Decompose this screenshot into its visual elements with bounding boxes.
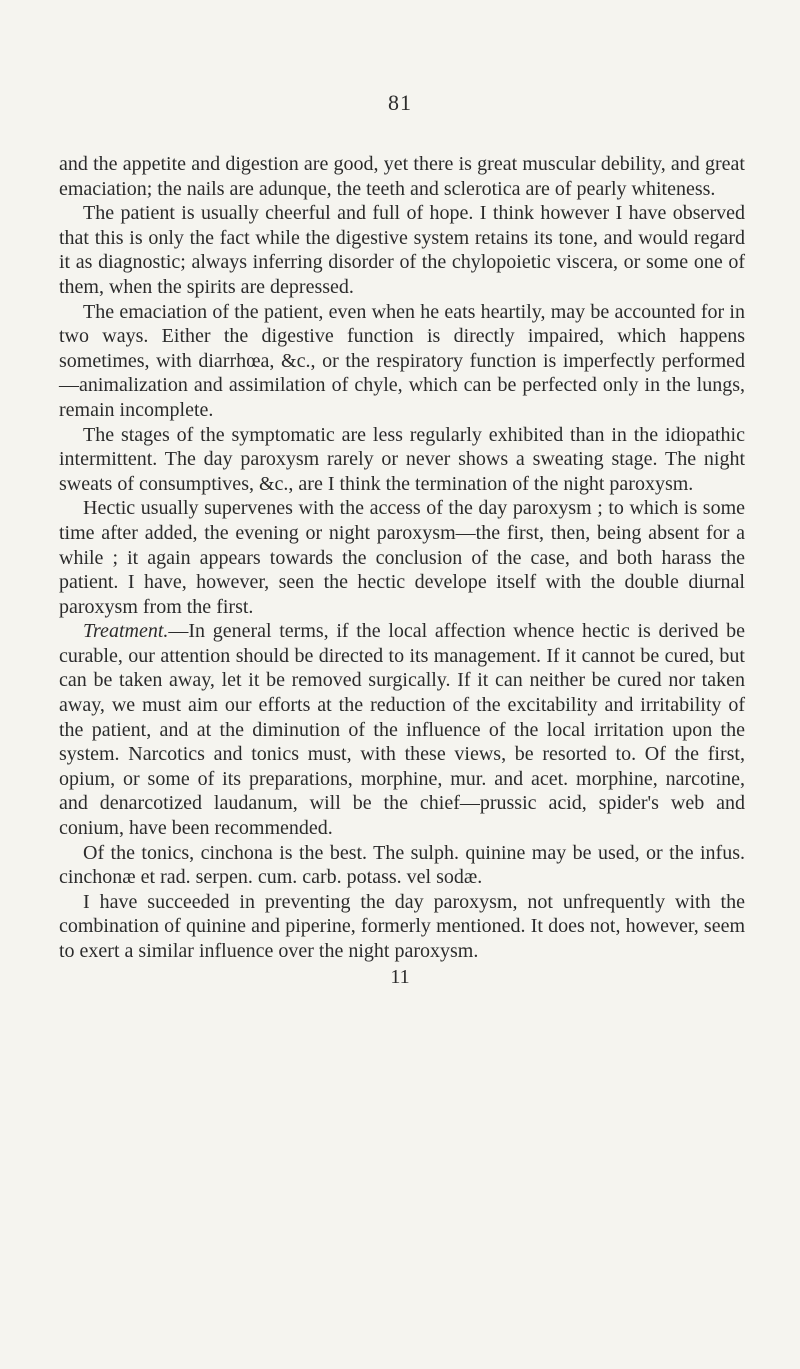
paragraph-text: Hectic usually supervenes with the access of the day paroxysm ; to which is some time after added, the evening or night paroxysm—the first, then, being absent for a while ; it again appears towards the conclusion of the case, and both harass the patient. I have, however, seen the hectic develope itself with the double diurnal paroxysm from the first. [59,497,745,618]
paragraph [59,201,745,299]
paragraph [59,890,745,964]
paragraph [59,423,745,497]
paragraph [59,300,745,423]
page-number: 81 [388,90,412,115]
paragraph-treatment [59,619,745,840]
paragraph-text: The stages of the symptomatic are less regularly exhibited than in the idiopathic intermittent. The day paroxysm rarely or never shows a sweating stage. The night sweats of consumptives, &c., are I think the termination of the night paroxysm. [59,423,745,495]
paragraph [59,152,745,201]
paragraph-text: Of the tonics, cinchona is the best. The sulph. quinine may be used, or the infus. cinchonæ et rad. serpen. cum. carb. potass. vel sodæ. [59,841,745,889]
paragraph-text: —In general terms, if the local affection whence hectic is derived be curable, our attention should be directed to its management. If it cannot be cured, but can be taken away, let it be removed surgically. If it can neither be cured nor taken away, we must aim our efforts at the reduction of the excitability and irritability of the patient, and at the diminution of the influence of the local irritation upon the system. Narcotics and tonics must, with these views, be resorted to. Of the first, opium, or some of its preparations, morphine, mur. and acet. morphine, narcotine, and denarcotized laudanum, will be the chief—prussic acid, spider's web and conium, have been recommended. [59,620,745,840]
paragraph [59,841,745,890]
body-text [59,152,745,964]
paragraph-text: The patient is usually cheerful and full of hope. I think however I have observed that this is only the fact while the digestive system retains its tone, and would regard it as diagnostic; always inferring disorder of the chylopoietic viscera, or some one of them, when the spirits are depressed. [59,202,745,298]
paragraph-text: and the appetite and digestion are good, yet there is great muscular debility, and great emaciation; the nails are adunque, the teeth and sclerotica are of pearly whiteness. [59,153,745,200]
signature-mark: 11 [390,966,410,988]
section-lead-treatment: Treatment. [83,620,169,643]
paragraph-text: I have succeeded in preventing the day paroxysm, not unfrequently with the combination of quinine and piperine, formerly mentioned. It does not, however, seem to exert a similar influence over the night paroxysm. [59,890,745,962]
paragraph-text: The emaciation of the patient, even when he eats heartily, may be accounted for in two ways. Either the digestive function is directly impaired, which happens sometimes, with diarrhœa, &c., or the respiratory function is imperfectly performed—animalization and assimilation of chyle, which can be perfected only in the lungs, remain incomplete. [59,300,745,421]
paragraph [59,496,745,619]
